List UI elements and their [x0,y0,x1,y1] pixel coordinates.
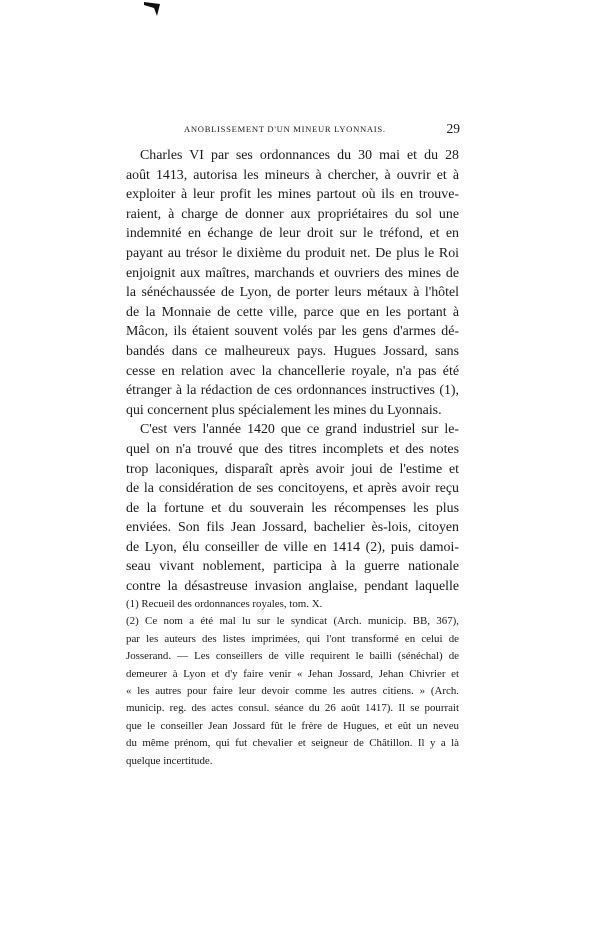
footnote-line: (1) Recueil des ordonnances royales, tom. X. [126,598,323,610]
body-line: de la considération de ses concitoyens, et après avoir reçu [126,481,459,497]
body-line: trop laconiques, disparaît après avoir joui de l'estime et [126,461,459,477]
running-title: ANOBLISSEMENT D'UN MINEUR LYONNAIS. [184,124,386,134]
body-line: cesse en relation avec la chancellerie royale, n'a pas été [126,363,459,379]
body-line: payant au trésor le dixième du produit net. De plus le Roi [126,245,459,261]
footnote-line: du même prénom, qui fut chevalier et seigneur de Châtillon. Il y a là [126,737,459,750]
body-line: enviées. Son fils Jean Jossard, bachelier ès-lois, citoyen [126,520,459,536]
footnote-line: que le conseiller Jean Jossard fût le frère de Hugues, et eût un neveu [126,719,459,732]
body-line: de Lyon, élu conseiller de ville en 1414 (2), puis damoi- [126,539,459,555]
footnotes [126,596,459,770]
body-line: de la Monnaie de cette ville, parce que en les portant à [126,304,459,320]
body-line: exploiter à leur profit les mines partout où ils en trouve- [126,187,459,203]
footnote-line: « les autres pour faire leur devoir comme les autres citiens. » (Arch. [126,684,459,697]
footnote-line: demeurer à Lyon et d'y faire venir « Jehan Jossard, Jehan Chivrier et [126,667,459,680]
footnote-line: municip. reg. des actes consul. séance du 26 août 1417). Il se pourrait [126,702,459,715]
body-line: quel on n'a trouvé que des titres incomplets et des notes [126,441,459,457]
body-line: étranger à la rédaction de ces ordonnances instructives (1), [126,383,459,399]
body-line: raient, à charge de donner aux propriétaires du sol une [126,206,459,222]
footnote-line: (2) Ce nom a été mal lu sur le syndicat (Arch. municip. BB, 367), [126,615,459,628]
body-line: qui concernent plus spécialement les mines du Lyonnais. [126,402,442,418]
body-text [126,146,459,597]
body-line: Charles VI par ses ordonnances du 30 mai et du 28 [140,148,459,163]
body-line: la sénéchaussée de Lyon, de porter leurs métaux à l'hôtel [126,285,459,301]
body-line: contre la désastreuse invasion anglaise, pendant laquelle [126,579,459,595]
body-line: C'est vers l'année 1420 que ce grand industriel sur le- [140,422,459,438]
body-line: enjoignit aux maîtres, marchands et ouvriers des mines de [126,265,459,281]
footnote-line: par les auteurs des listes imprimées, qui l'ont transformé en celui de [126,632,459,645]
body-line: bandés dans ce malheureux pays. Hugues Jossard, sans [126,343,459,359]
body-line: indemnité en échange de leur droit sur le tréfond, et en [126,226,459,242]
scan-mark-icon [144,2,160,16]
footnote-line: Josserand. — Les conseillers de ville requirent le bailli (sénéchal) de [126,650,459,663]
body-line: de la fortune et du souverain les récompenses les plus [126,500,459,516]
running-head [128,121,460,139]
footnote-line: quelque incertitude. [126,754,213,767]
body-line: seau vivant noblement, participa à la guerre nationale [126,559,459,575]
page-number: 29 [446,121,460,136]
body-line: août 1413, autorisa les mineurs à chercher, à ouvrir et à [126,167,459,183]
body-line: Mâcon, ils étaient souvent volés par les gens d'armes dé- [126,324,459,340]
